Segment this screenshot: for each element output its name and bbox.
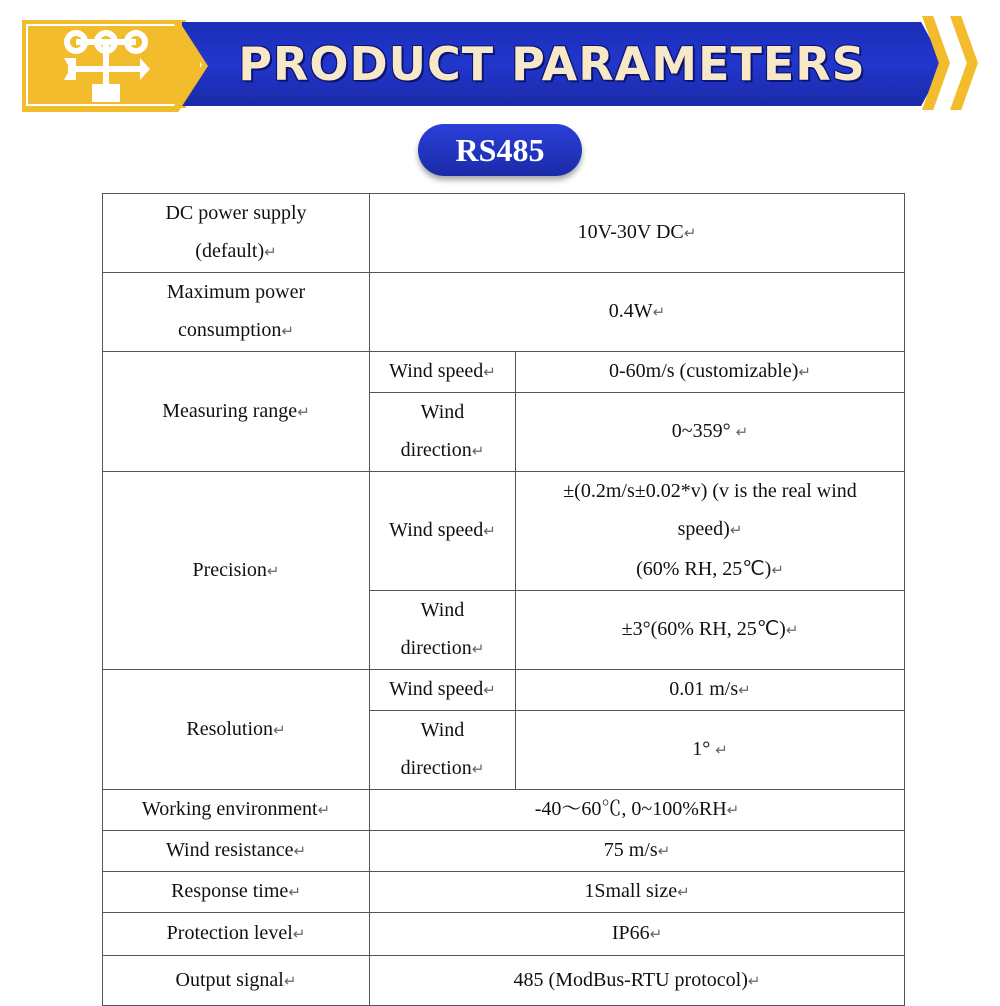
header-banner (0, 0, 1000, 120)
page-title: PRODUCT PARAMETERS (238, 37, 866, 91)
return-mark: ↵ (785, 623, 799, 639)
return-mark: ↵ (715, 743, 728, 759)
param-sublabel: Wind direction↵ (370, 711, 516, 790)
return-mark: ↵ (293, 844, 307, 860)
return-mark: ↵ (483, 683, 496, 699)
param-sublabel: Wind speed↵ (370, 670, 516, 711)
return-mark: ↵ (292, 927, 306, 943)
param-label: Resolution↵ (103, 670, 370, 790)
return-mark: ↵ (483, 365, 496, 381)
return-mark: ↵ (266, 563, 280, 580)
return-mark: ↵ (471, 642, 485, 658)
return-mark: ↵ (317, 803, 331, 819)
param-label-line: Maximum power (166, 281, 306, 303)
param-value: 75 m/s↵ (370, 831, 905, 872)
return-mark: ↵ (657, 844, 671, 860)
param-value: 0~359° ↵ (516, 393, 905, 472)
return-mark: ↵ (264, 245, 277, 261)
param-label (103, 273, 370, 352)
table-row (103, 472, 905, 591)
param-label: Working environment↵ (103, 790, 370, 831)
param-label: Output signal↵ (103, 956, 370, 1006)
return-mark: ↵ (471, 444, 485, 460)
return-mark: ↵ (735, 425, 749, 441)
return-mark: ↵ (288, 885, 301, 901)
param-label: Response time↵ (103, 872, 370, 913)
return-mark: ↵ (729, 523, 743, 539)
param-value: 0.01 m/s↵ (516, 670, 905, 711)
param-label-line: (default) (195, 240, 265, 262)
param-value: IP66↵ (370, 913, 905, 956)
param-label: Measuring range↵ (103, 352, 370, 472)
param-label (103, 194, 370, 273)
param-value: 10V-30V DC↵ (370, 194, 905, 273)
return-mark: ↵ (649, 927, 663, 943)
param-sublabel: Wind speed↵ (370, 472, 516, 591)
param-label-line: DC power supply (165, 202, 307, 224)
parameters-table (102, 193, 905, 1006)
param-value: ±3°(60% RH, 25℃)↵ (516, 591, 905, 670)
param-value: ±(0.2m/s±0.02*v) (v is the real wind speed)↵ (60% RH, 25℃)↵ (516, 472, 905, 591)
param-label: Protection level↵ (103, 913, 370, 956)
param-sublabel: Wind direction↵ (370, 591, 516, 670)
return-mark: ↵ (738, 683, 751, 699)
table-row (103, 670, 905, 711)
chevron-right-icon (950, 16, 978, 110)
param-value: -40～60℃, 0~100%RH↵ (370, 790, 905, 831)
param-sublabel: Wind direction↵ (370, 393, 516, 472)
return-mark: ↵ (677, 885, 690, 901)
return-mark: ↵ (297, 404, 310, 421)
wind-vane-icon (62, 28, 150, 104)
param-value: 485 (ModBus-RTU protocol)↵ (370, 956, 905, 1006)
table-row (103, 194, 905, 273)
table-row (103, 352, 905, 393)
param-sublabel: Wind speed↵ (370, 352, 516, 393)
return-mark: ↵ (283, 973, 297, 990)
table-row (103, 831, 905, 872)
param-value: 0-60m/s (customizable)↵ (516, 352, 905, 393)
return-mark: ↵ (683, 226, 697, 242)
param-label-line: consumption (178, 319, 282, 341)
return-mark: ↵ (652, 305, 666, 321)
return-mark: ↵ (726, 803, 740, 819)
table-row (103, 790, 905, 831)
table-row (103, 273, 905, 352)
table-row (103, 956, 905, 1006)
table-row (103, 872, 905, 913)
return-mark: ↵ (747, 973, 761, 990)
return-mark: ↵ (798, 365, 811, 381)
return-mark: ↵ (483, 524, 496, 540)
return-mark: ↵ (471, 762, 485, 778)
return-mark: ↵ (771, 563, 784, 579)
return-mark: ↵ (281, 324, 294, 340)
param-value: 1Small size↵ (370, 872, 905, 913)
param-value: 0.4W↵ (370, 273, 905, 352)
param-label: Precision↵ (103, 472, 370, 670)
return-mark: ↵ (273, 722, 286, 739)
table-row (103, 913, 905, 956)
param-label: Wind resistance↵ (103, 831, 370, 872)
param-value: 1° ↵ (516, 711, 905, 790)
rs485-badge: RS485 (418, 124, 582, 176)
